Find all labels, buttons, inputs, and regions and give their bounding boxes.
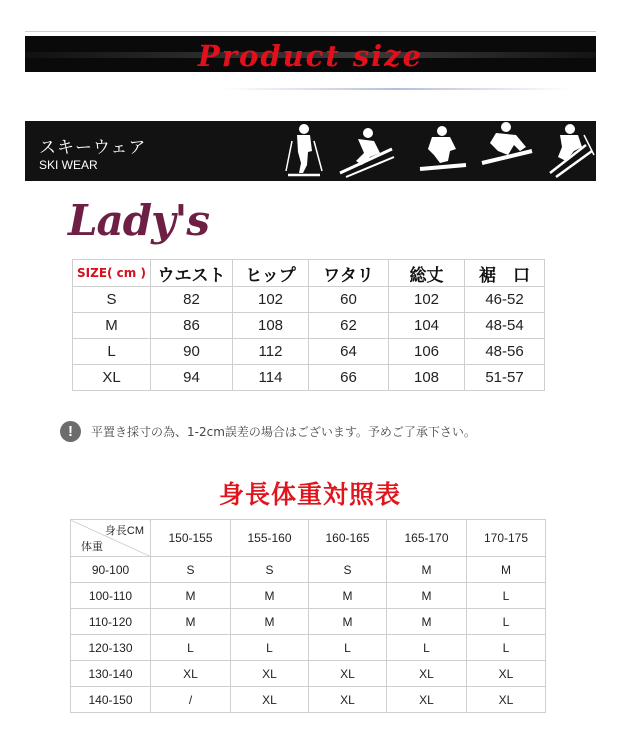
table-row [73,365,545,391]
table-cell: / [151,687,231,713]
table-cell: S [231,557,309,583]
product-size-banner [25,36,596,72]
top-rule [25,31,596,32]
weight-range-cell: 100-110 [71,583,151,609]
table-cell: XL [151,661,231,687]
table-cell: M [387,557,467,583]
table-cell: M [467,557,546,583]
weight-range-cell: 130-140 [71,661,151,687]
weight-range-cell: 140-150 [71,687,151,713]
table-cell: XL [231,661,309,687]
table-cell: 46-52 [465,287,545,313]
size-label-cell: S [73,287,151,313]
size-header-cell: ヒップ [233,260,309,287]
table-cell: L [231,635,309,661]
table-cell: M [231,609,309,635]
height-column-header: 150-155 [151,520,231,557]
height-column-header: 170-175 [467,520,546,557]
table-cell: L [467,635,546,661]
table-cell: 82 [151,287,233,313]
corner-height-label: 身長CM [104,525,144,537]
size-table [72,259,545,391]
table-cell: 104 [389,313,465,339]
table-cell: L [151,635,231,661]
size-header-cell: ウエスト [151,260,233,287]
table-cell: 94 [151,365,233,391]
table-cell: 62 [309,313,389,339]
height-weight-title: 身長体重対照表 [218,480,401,509]
table-cell: L [467,583,546,609]
table-row [71,557,546,583]
table-cell: M [387,609,467,635]
size-header-cell: 総丈 [389,260,465,287]
size-label-cell: L [73,339,151,365]
ski-wear-title-jp: スキーウェア [39,138,147,158]
table-cell: 66 [309,365,389,391]
table-row [71,687,546,713]
table-cell: 51-57 [465,365,545,391]
table-row [71,609,546,635]
table-cell: XL [309,687,387,713]
corner-weight-label: 体重 [81,541,103,553]
table-cell: M [151,583,231,609]
height-weight-header-row [71,520,546,557]
measurement-note [60,421,476,442]
height-weight-table [70,519,546,713]
table-cell: XL [231,687,309,713]
table-cell: 106 [389,339,465,365]
measurement-note-text: 平置き採寸の為、1-2cm誤差の場合はございます。予めご了承下さい。 [91,425,476,439]
table-cell: 86 [151,313,233,339]
banner-title: Product size [197,39,424,72]
table-cell: S [309,557,387,583]
table-row [73,313,545,339]
table-row [71,583,546,609]
table-cell: L [387,635,467,661]
size-header-cell: ワタリ [309,260,389,287]
height-column-header: 160-165 [309,520,387,557]
table-row [71,661,546,687]
ski-wear-title-en: SKI WEAR [39,158,98,172]
table-cell: M [151,609,231,635]
height-column-header: 155-160 [231,520,309,557]
weight-range-cell: 90-100 [71,557,151,583]
table-cell: 48-54 [465,313,545,339]
height-column-header: 165-170 [387,520,467,557]
size-table-header-row [73,260,545,287]
table-cell: XL [387,661,467,687]
ski-wear-header [25,121,596,181]
table-cell: M [231,583,309,609]
weight-range-cell: 120-130 [71,635,151,661]
table-cell: 48-56 [465,339,545,365]
table-cell: 102 [389,287,465,313]
weight-range-cell: 110-120 [71,609,151,635]
height-weight-corner-cell [71,520,151,557]
table-cell: 64 [309,339,389,365]
table-cell: 112 [233,339,309,365]
table-cell: 90 [151,339,233,365]
table-cell: 114 [233,365,309,391]
table-cell: XL [309,661,387,687]
table-cell: M [309,609,387,635]
table-cell: M [309,583,387,609]
table-cell: 108 [389,365,465,391]
table-cell: 108 [233,313,309,339]
table-cell: M [387,583,467,609]
exclamation-icon: ! [60,421,81,442]
table-cell: L [309,635,387,661]
lady-title: Lady's [68,196,210,245]
table-row [71,635,546,661]
size-header-cell: SIZE( cm ) [73,260,151,287]
size-header-cell: 裾 口 [465,260,545,287]
table-row [73,287,545,313]
table-cell: 60 [309,287,389,313]
banner-underline [222,88,572,90]
table-cell: L [467,609,546,635]
table-row [73,339,545,365]
table-cell: XL [467,687,546,713]
table-cell: XL [387,687,467,713]
size-label-cell: M [73,313,151,339]
table-cell: S [151,557,231,583]
table-cell: 102 [233,287,309,313]
table-cell: XL [467,661,546,687]
skier-silhouettes-icon [270,121,596,181]
size-label-cell: XL [73,365,151,391]
